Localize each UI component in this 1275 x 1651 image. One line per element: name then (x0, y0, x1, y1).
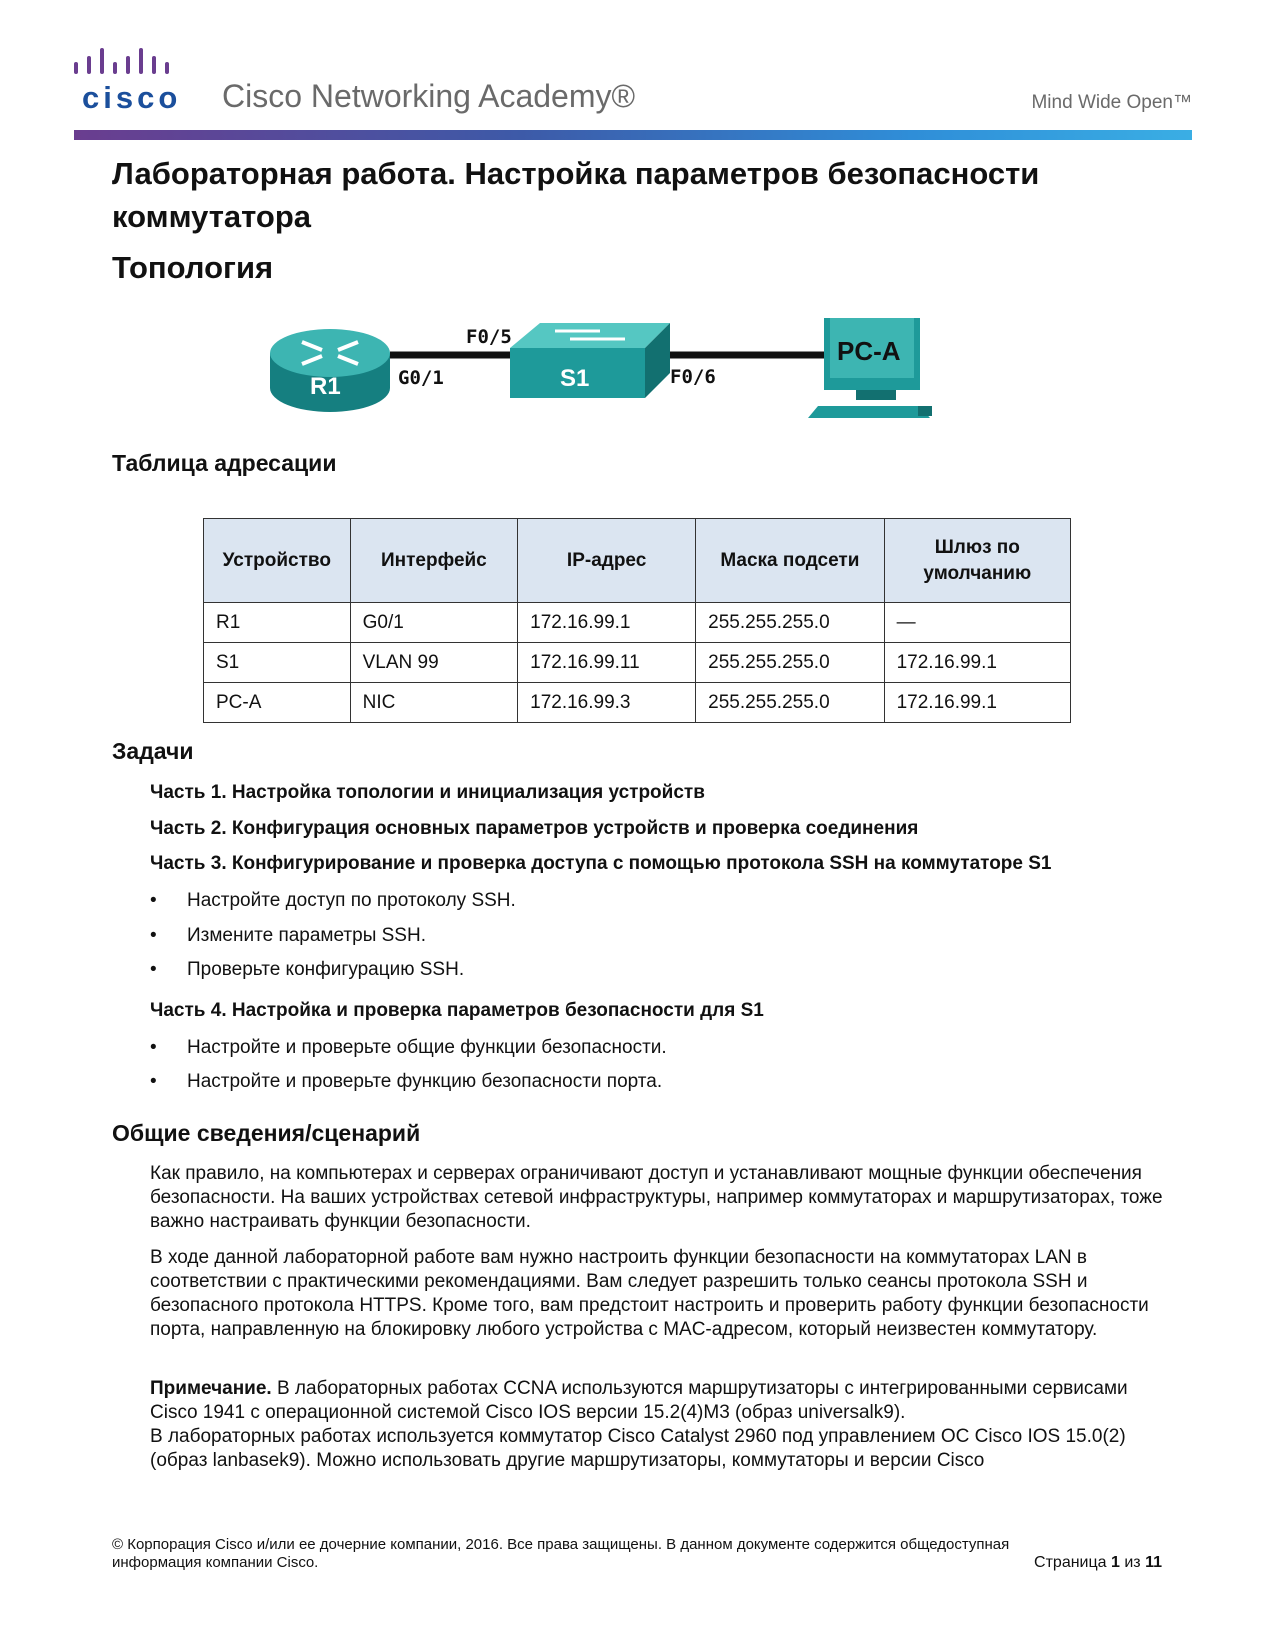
table-row (204, 603, 1071, 643)
cell: 255.255.255.0 (696, 603, 884, 643)
list-item: • Измените параметры SSH. (150, 925, 426, 946)
cell: 172.16.99.11 (518, 643, 696, 683)
tasks-heading: Задачи (112, 738, 194, 764)
cell: 172.16.99.1 (518, 603, 696, 643)
background-paragraph-2: В ходе данной лабораторной работе вам нужно настроить функции безопасности на коммутаторах LAN в соответствии с практическими рекомендациями. Вам следует разрешить только сеансы протокола SSH и безопасного протокола HTTPS. Кроме того, вам предстоит настроить и проверить работу функции безопасности порта, направленную на блокировку любого устройства с MAC-адресом, который неизвестен коммутатору. (150, 1247, 1149, 1340)
task-part-4: Часть 4. Настройка и проверка параметров безопасности для S1 (150, 1000, 764, 1021)
router-port-label: G0/1 (398, 367, 444, 389)
task-part-3: Часть 3. Конфигурирование и проверка доступа с помощью протокола SSH на коммутаторе S1 (150, 853, 1052, 874)
cell: R1 (204, 603, 351, 643)
cisco-wordmark: cisco (82, 80, 182, 115)
switch-icon (510, 323, 670, 398)
table-header-row (204, 519, 1071, 603)
cell: NIC (350, 683, 518, 723)
header-cell: Интерфейс (350, 519, 518, 603)
cell: VLAN 99 (350, 643, 518, 683)
page-number: Страница 1 из 11 (1034, 1554, 1162, 1571)
header-cell: Устройство (204, 519, 351, 603)
cell: PC-A (204, 683, 351, 723)
task-part-2: Часть 2. Конфигурация основных параметров устройств и проверка соединения (150, 818, 919, 839)
tagline: Mind Wide Open™ (1031, 92, 1192, 113)
header-cell: Маска подсети (696, 519, 884, 603)
list-item: • Настройте доступ по протоколу SSH. (150, 890, 516, 911)
cell: 172.16.99.1 (884, 683, 1070, 723)
footer-copyright: © Корпорация Cisco и/или ее дочерние компании, 2016. Все права защищены. В данном документе содержится общедоступная информация компании Cisco. (112, 1536, 1010, 1571)
task-part-1: Часть 1. Настройка топологии и инициализация устройств (150, 782, 705, 803)
note-paragraph: Примечание. В лабораторных работах CCNA используются маршрутизаторы с интегрированными сервисами Cisco 1941 с операционной системой Cisco IOS версии 15.2(4)M3 (образ universalk9). В лабораторных работах используется коммутатор Cisco Catalyst 2960 под управлением ОС Cisco IOS 15.0(2) (образ lanbasek9). Можно использовать другие маршрутизаторы, коммутаторы и версии Cisco (150, 1378, 1128, 1471)
router-label: R1 (310, 373, 341, 400)
list-item: • Настройте и проверьте функцию безопасности порта. (150, 1071, 663, 1092)
header-stripe (74, 130, 1192, 140)
cell: 255.255.255.0 (696, 683, 884, 723)
cell: — (884, 603, 1070, 643)
cisco-bars-icon (74, 48, 184, 82)
cell: S1 (204, 643, 351, 683)
header-cell: IP-адрес (518, 519, 696, 603)
cisco-logo (74, 44, 194, 114)
table-row (204, 643, 1071, 683)
list-item: • Проверьте конфигурацию SSH. (150, 959, 465, 980)
academy-name: Cisco Networking Academy® (222, 78, 636, 114)
topology-diagram (270, 318, 1010, 448)
note-label: Примечание. (150, 1378, 272, 1399)
cell: 255.255.255.0 (696, 643, 884, 683)
list-item: • Настройте и проверьте общие функции безопасности. (150, 1037, 667, 1058)
switch-port-left-label: F0/5 (466, 326, 512, 348)
cell: 172.16.99.1 (884, 643, 1070, 683)
cell: G0/1 (350, 603, 518, 643)
background-heading: Общие сведения/сценарий (112, 1120, 421, 1146)
page-header (74, 44, 1192, 136)
addressing-heading: Таблица адресации (112, 450, 337, 476)
switch-port-right-label: F0/6 (670, 366, 716, 388)
background-paragraph-1: Как правило, на компьютерах и серверах ограничивают доступ и устанавливают мощные функции обеспечения безопасности. На ваших устройствах сетевой инфраструктуры, например коммутаторах и маршрутизаторах, тоже важно настраивать функции безопасности. (150, 1163, 1163, 1232)
cell: 172.16.99.3 (518, 683, 696, 723)
switch-label: S1 (560, 365, 590, 392)
header-cell: Шлюз по умолчанию (884, 519, 1070, 603)
page-title: Лабораторная работа. Настройка параметров безопасности коммутатора (112, 156, 1040, 234)
table-row (204, 683, 1071, 723)
topology-heading: Топология (112, 250, 274, 285)
addressing-table (203, 518, 1071, 723)
pc-label: PC-A (837, 336, 901, 366)
pc-icon (808, 318, 932, 418)
